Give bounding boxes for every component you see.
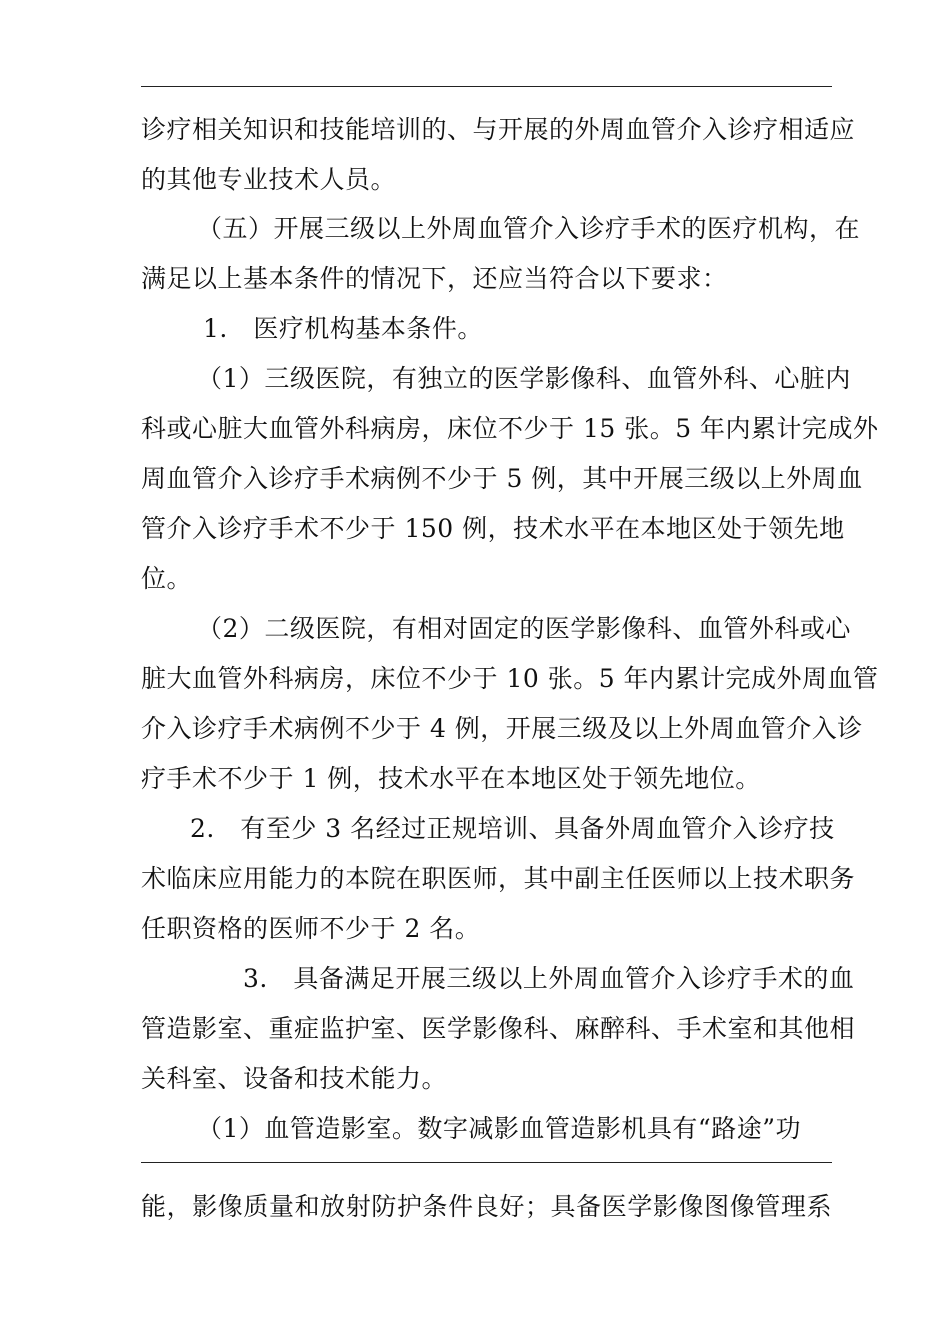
paragraph-line: （1）三级医院，有独立的医学影像科、血管外科、心脏内 (197, 364, 851, 393)
paragraph-line: 介入诊疗手术病例不少于 4 例，开展三级及以上外周血管介入诊 (141, 714, 863, 743)
paragraph-line: 的其他专业技术人员。 (141, 165, 397, 194)
paragraph-line: 关科室、设备和技术能力。 (141, 1064, 448, 1093)
paragraph-line: 位。 (141, 564, 193, 593)
paragraph-line: 能，影像质量和放射防护条件良好；具备医学影像图像管理系 (141, 1192, 832, 1221)
paragraph-line: 诊疗相关知识和技能培训的、与开展的外周血管介入诊疗相适应 (141, 115, 856, 144)
page-break-rule (141, 1162, 832, 1163)
paragraph-line: 3. 具备满足开展三级以上外周血管介入诊疗手术的血 (243, 964, 855, 993)
paragraph-line: 管造影室、重症监护室、医学影像科、麻醉科、手术室和其他相 (141, 1014, 856, 1043)
header-rule (141, 86, 832, 87)
paragraph-line: 科或心脏大血管外科病房，床位不少于 15 张。5 年内累计完成外 (141, 414, 879, 443)
paragraph-line: （五）开展三级以上外周血管介入诊疗手术的医疗机构，在 (197, 214, 861, 243)
paragraph-line: 脏大血管外科病房，床位不少于 10 张。5 年内累计完成外周血管 (141, 664, 879, 693)
paragraph-line: 周血管介入诊疗手术病例不少于 5 例，其中开展三级以上外周血 (141, 464, 863, 493)
paragraph-line: （1）血管造影室。数字减影血管造影机具有“路途”功 (197, 1114, 801, 1143)
paragraph-line: （2）二级医院，有相对固定的医学影像科、血管外科或心 (197, 614, 851, 643)
paragraph-line: 疗手术不少于 1 例，技术水平在本地区处于领先地位。 (141, 764, 761, 793)
paragraph-line: 2. 有至少 3 名经过正规培训、具备外周血管介入诊疗技 (190, 814, 835, 843)
paragraph-line: 满足以上基本条件的情况下，还应当符合以下要求： (141, 264, 728, 293)
paragraph-line: 任职资格的医师不少于 2 名。 (141, 914, 481, 943)
paragraph-line: 术临床应用能力的本院在职医师，其中副主任医师以上技术职务 (141, 864, 856, 893)
list-item-heading: 1. 医疗机构基本条件。 (203, 314, 483, 343)
paragraph-line: 管介入诊疗手术不少于 150 例，技术水平在本地区处于领先地 (141, 514, 845, 543)
